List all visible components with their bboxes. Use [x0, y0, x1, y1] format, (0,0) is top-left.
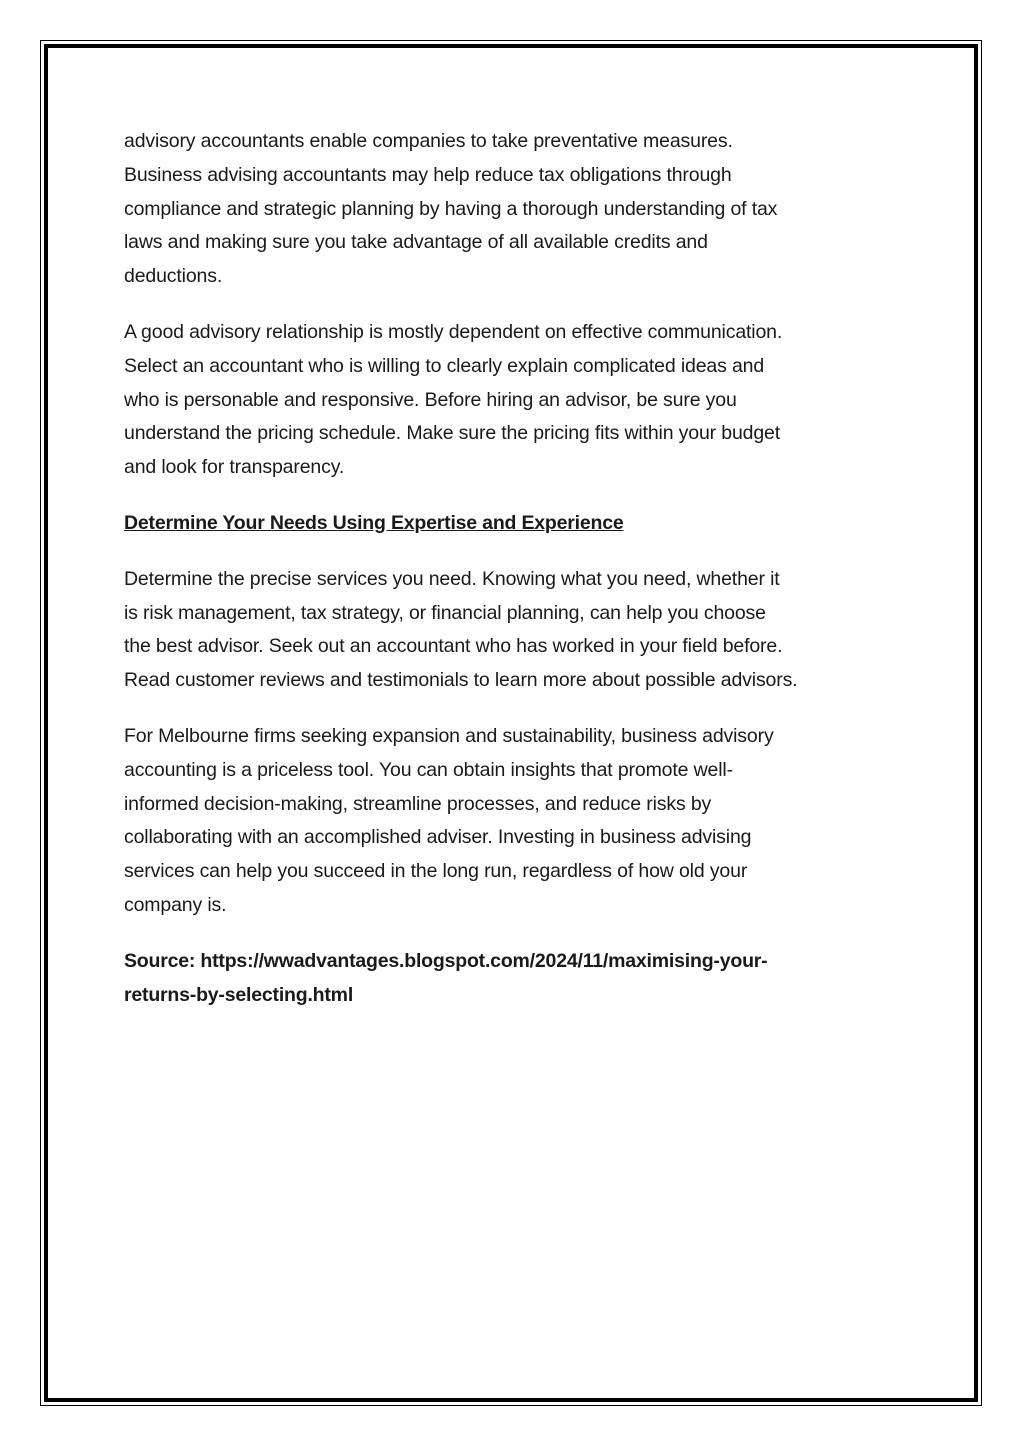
text-line: Business advising accountants may help reduce tax obligations through — [124, 163, 732, 186]
text-line: For Melbourne firms seeking expansion and sustainability, business advisory — [124, 724, 774, 747]
source-citation — [124, 945, 904, 1013]
text-line: the best advisor. Seek out an accountant who has worked in your field before. — [124, 635, 783, 658]
document-body — [124, 125, 904, 1012]
text-line: collaborating with an accomplished adviser. Investing in business advising — [124, 826, 752, 849]
text-line: understand the pricing schedule. Make sure the pricing fits within your budget — [124, 422, 781, 445]
text-line: advisory accountants enable companies to take preventative measures. — [124, 130, 733, 152]
source-line: Source: https://wwadvantages.blogspot.com/2024/11/maximising-your- — [124, 949, 768, 972]
paragraph-melbourne-firms — [124, 720, 904, 923]
text-line: A good advisory relationship is mostly dependent on effective communication. — [124, 320, 783, 343]
paragraph-communication — [124, 316, 904, 485]
paragraph-tax-obligations — [124, 125, 904, 294]
source-line: returns-by-selecting.html — [124, 983, 354, 1006]
text-line: Select an accountant who is willing to clearly explain complicated ideas and — [124, 354, 765, 377]
text-line: accounting is a priceless tool. You can obtain insights that promote well- — [124, 758, 733, 781]
section-heading: Determine Your Needs Using Expertise and Experience — [124, 511, 624, 534]
text-line: company is. — [124, 893, 227, 916]
text-line: deductions. — [124, 265, 223, 288]
text-line: Read customer reviews and testimonials to learn more about possible advisors. — [124, 669, 798, 692]
text-line: laws and making sure you take advantage of all available credits and — [124, 231, 708, 254]
text-line: informed decision-making, streamline processes, and reduce risks by — [124, 792, 712, 815]
text-line: is risk management, tax strategy, or financial planning, can help you choose — [124, 601, 766, 624]
text-line: and look for transparency. — [124, 456, 345, 479]
text-line: services can help you succeed in the long run, regardless of how old your — [124, 860, 748, 883]
text-line: Determine the precise services you need. Knowing what you need, whether it — [124, 567, 780, 590]
text-line: who is personable and responsive. Before hiring an advisor, be sure you — [124, 388, 737, 411]
text-line: compliance and strategic planning by having a thorough understanding of tax — [124, 197, 778, 220]
paragraph-determine-needs — [124, 563, 904, 698]
